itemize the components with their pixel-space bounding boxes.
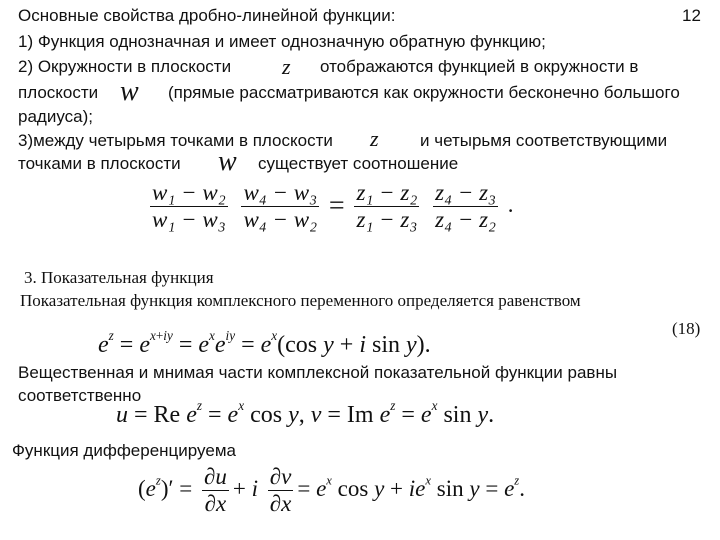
fraction-numerator: w₁ − w₂ (152, 180, 226, 205)
derivative-formula: $(e^z)'$ = $\frac{\partial u}{\partial x}$ + i $\frac{\partial v}{\partial x}$ = $e^x$ $\cos y + ie^x$ $\sin y = e^z$. (138, 464, 525, 516)
page-number: 12 (682, 6, 701, 25)
fraction-denominator: w₄ − w₂ (243, 207, 318, 232)
differentiable-text: Функция дифференцируема (12, 441, 236, 460)
cross-ratio-formula (146, 180, 514, 233)
section-heading: 3. Показательная функция (24, 268, 214, 287)
fraction-denominator: w₁ − w₃ (152, 207, 226, 232)
fraction-w-2 (241, 180, 319, 233)
fraction-w-1 (150, 180, 228, 233)
line-property-2c: плоскости (18, 83, 99, 102)
real-imag-parts-text: Вещественная и мнимая части комплексной показательной функции равны (18, 363, 618, 382)
equals-sign: = (328, 190, 345, 222)
fraction-du-dx: $\frac{\partial u}{\partial x}$ (203, 464, 227, 516)
line-property-1: 1) Функция однозначная и имеет однозначную обратную функцию; (18, 32, 546, 51)
section-definition-text: Показательная функция комплексного переменного определяется равенством (20, 291, 581, 310)
line-properties-title: Основные свойства дробно-линейной функции: (18, 6, 396, 25)
var-z-plane: z (282, 54, 291, 79)
line-property-3a: 3)между четырьмя точками в плоскости (18, 131, 333, 150)
line-property-3b: и четырьмя соответствующими (420, 131, 668, 150)
fraction-denominator: z₁ − z₃ (356, 207, 418, 232)
fraction-numerator: z₄ − z₃ (435, 180, 497, 205)
fraction-dv-dx: $\frac{\partial v}{\partial x}$ (269, 464, 292, 516)
var-w-plane: w (120, 76, 139, 107)
fraction-numerator: w₄ − w₃ (243, 180, 318, 205)
line-property-2e: радиуса); (18, 107, 93, 126)
line-property-2b: отображаются функцией в окружности в (320, 57, 639, 76)
line-property-3c: точками в плоскости (18, 154, 181, 173)
line-property-2a: 2) Окружности в плоскости (18, 57, 232, 76)
fraction-numerator: z₁ − z₂ (356, 180, 418, 205)
var-w-plane-2: w (218, 146, 237, 177)
fraction-denominator: z₄ − z₂ (435, 207, 497, 232)
line-property-2d: (прямые рассматриваются как окружности бесконечно большого (168, 83, 680, 102)
exp-definition-formula: $e^z = e^{x+iy} = e^xe^{iy} = e^x(\cos$ y + i sin y). (98, 328, 431, 358)
line-property-3d: существует соотношение (258, 154, 459, 173)
equation-number: (18) (672, 319, 701, 338)
period: . (507, 191, 514, 217)
real-imag-parts-text-2: соответственно (18, 386, 142, 405)
fraction-z-1 (354, 180, 419, 233)
fraction-z-2 (433, 180, 498, 233)
var-z-plane-2: z (370, 126, 379, 151)
real-imag-formula: u = Re $e^z = e^x$ cos y, v = Im $e^z = e^x$ sin y. (116, 398, 495, 428)
